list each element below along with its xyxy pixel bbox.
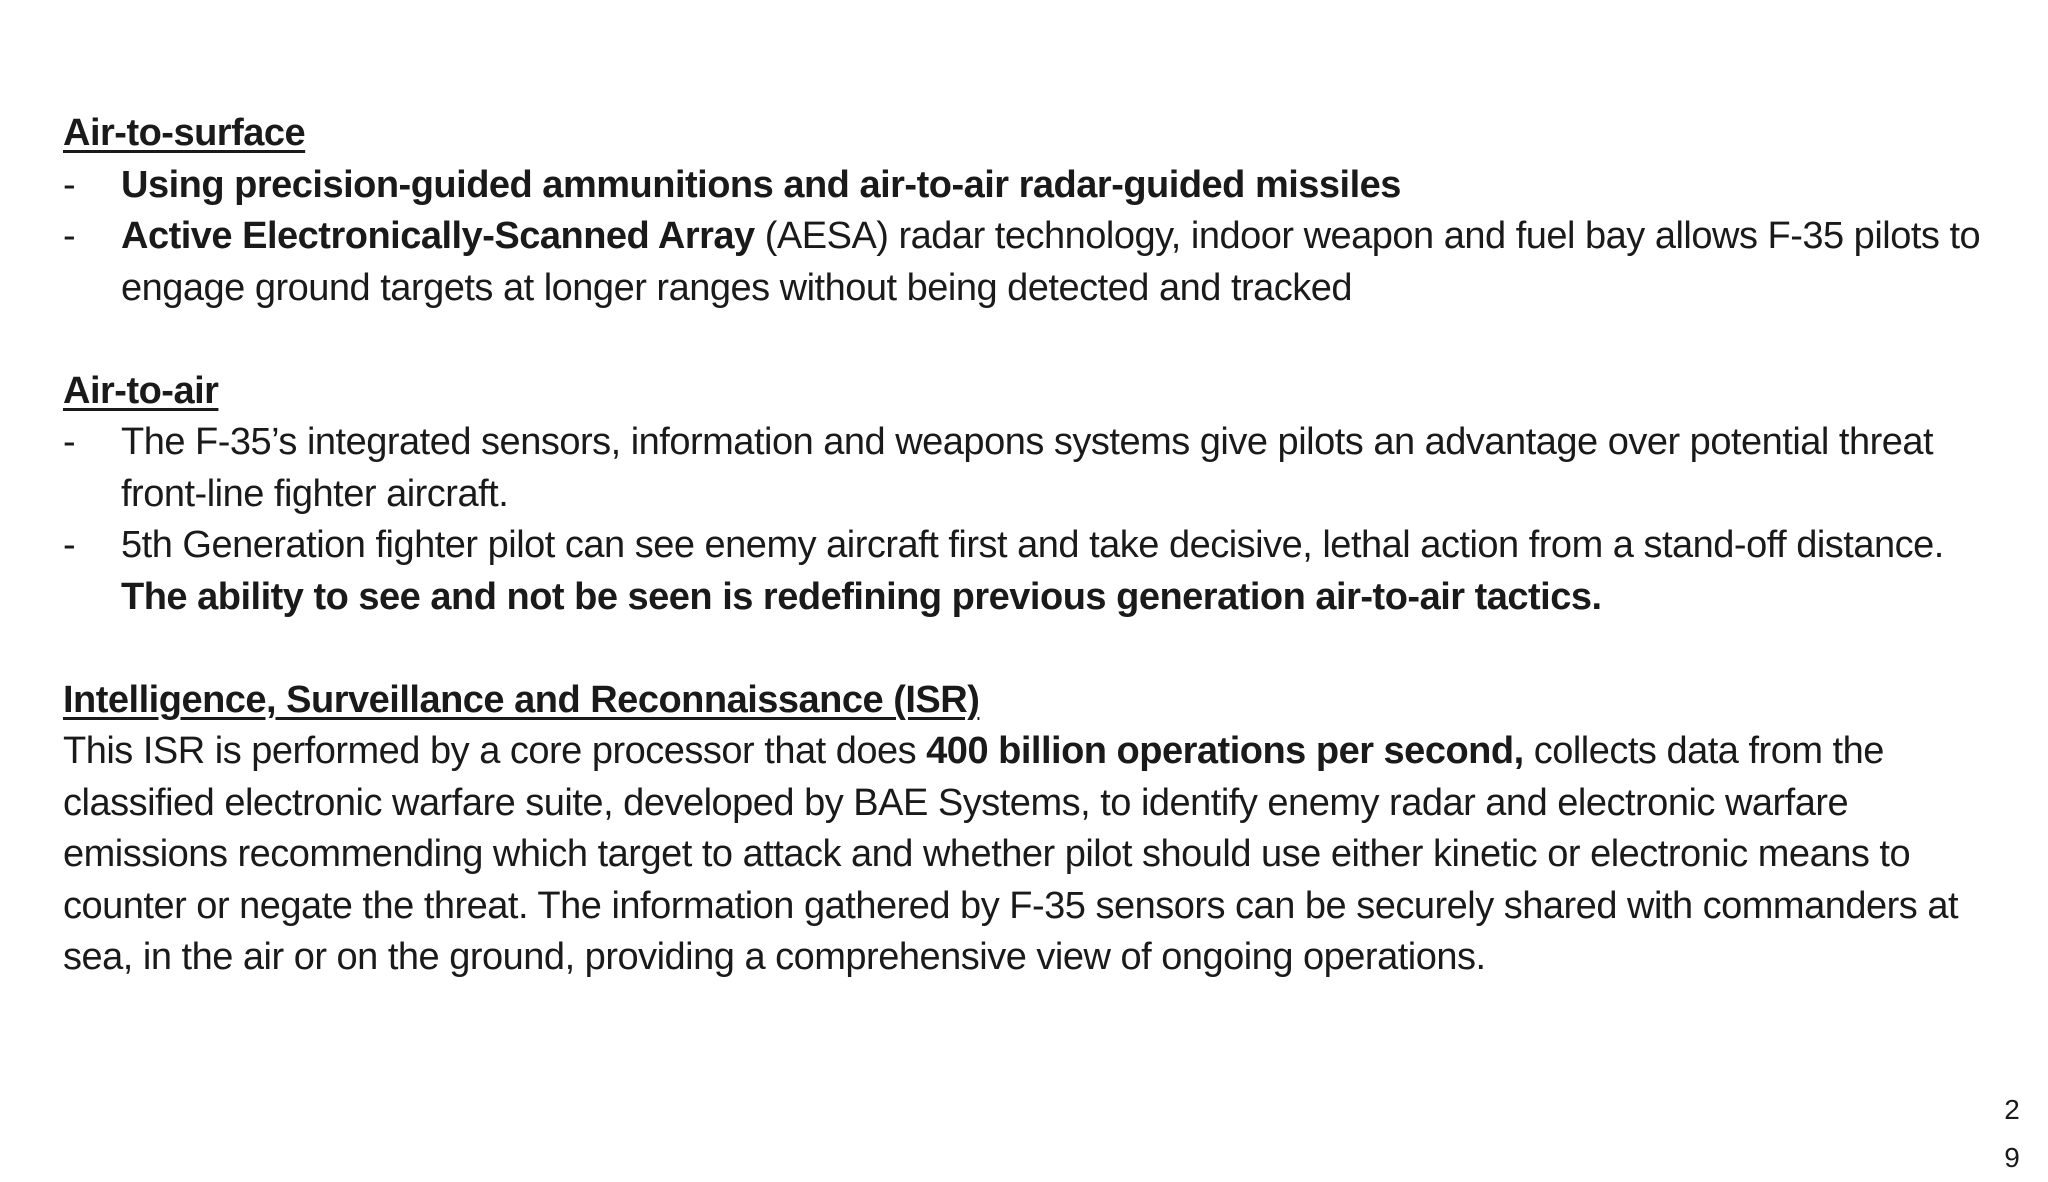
bullet-bold-text: Using precision-guided ammunitions and air-to-air radar-guided missiles bbox=[121, 163, 1401, 206]
slide-content bbox=[63, 108, 1983, 984]
section-heading-isr: Intelligence, Surveillance and Reconnaissance (ISR) bbox=[63, 678, 980, 721]
bullet-dash: - bbox=[63, 163, 76, 206]
bullet-text bbox=[121, 211, 1983, 314]
bullet-dash: - bbox=[63, 524, 76, 566]
bullet-item bbox=[63, 211, 1983, 314]
isr-text-before: This ISR is performed by a core processor that does bbox=[63, 730, 927, 772]
isr-bold-text: 400 billion operations per second, bbox=[926, 730, 1524, 772]
bullet-bold-text: Active Electronically-Scanned Array bbox=[121, 215, 755, 257]
spacer bbox=[63, 623, 1983, 675]
isr-paragraph bbox=[63, 726, 1983, 984]
bullet-item bbox=[63, 520, 1983, 623]
bullet-item bbox=[63, 160, 1983, 212]
isr-text-after: collects data from the classified electronic warfare suite, developed by BAE Systems, to identify enemy radar and electronic warfare emissions recommending which target to attack and whether pilot should use either kinetic or electronic means to counter or negate the threat. The information gathered by F-35 sensors can be securely shared with commanders at sea, in the air or on the ground, providing a comprehensive view of ongoing operations. bbox=[63, 730, 1959, 978]
bullet-text bbox=[121, 520, 1983, 623]
section-heading-air-to-surface: Air-to-surface bbox=[63, 112, 306, 154]
bullet-plain-text: The F-35’s integrated sensors, information and weapons systems give pilots an advantage over potential threat front-line fighter aircraft. bbox=[121, 421, 1934, 515]
bullet-item bbox=[63, 417, 1983, 520]
bullet-dash: - bbox=[63, 215, 76, 257]
spacer bbox=[63, 314, 1983, 366]
bullet-plain-text: 5th Generation fighter pilot can see enemy aircraft first and take decisive, lethal action from a stand-off distance. bbox=[121, 524, 1944, 566]
page-number: 29 bbox=[2004, 1094, 2020, 1173]
bullet-dash: - bbox=[63, 421, 76, 463]
bullet-plain-text: (AESA) radar technology, indoor weapon and fuel bay allows F-35 pilots to engage ground targets at longer ranges without being detected and tracked bbox=[121, 215, 1981, 309]
section-heading-air-to-air: Air-to-air bbox=[63, 369, 219, 412]
bullet-text bbox=[121, 160, 1983, 212]
bullet-bold-text: The ability to see and not be seen is redefining previous generation air-to-air tactics. bbox=[121, 575, 1602, 618]
